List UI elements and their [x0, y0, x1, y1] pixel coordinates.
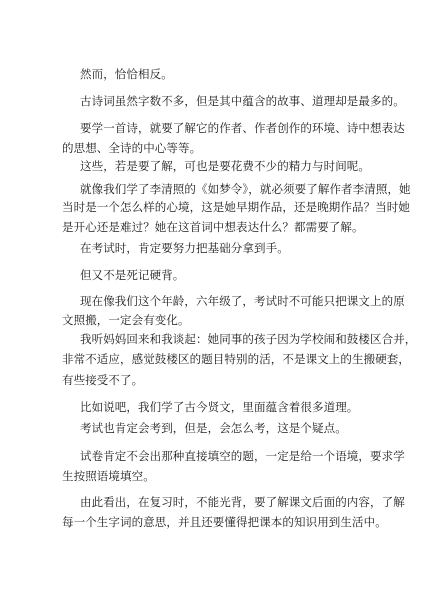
paragraph-line: 是开心还是难过？她在这首词中想表达什么？都需要了解。 — [62, 220, 364, 234]
paragraph-line: 试卷肯定不会出那种直接填空的题，一定是给一个语境，要求学 — [80, 449, 405, 463]
paragraph-line: 每一个生字词的意思，并且还要懂得把课本的知识用到生活中。 — [62, 515, 387, 529]
paragraph-line: 就像我们学了李清照的《如梦令》，就必须要了解作者李清照，她 — [80, 182, 411, 196]
paragraph-line: 现在像我们这个年龄，六年级了，考试时不可能只把课文上的原 — [80, 294, 405, 308]
paragraph-line: 比如说吧，我们学了古今贤文，里面蕴含着很多道理。 — [80, 400, 359, 414]
paragraph-line: 然而，恰恰相反。 — [80, 67, 173, 81]
paragraph-line: 考试也肯定会考到，但是，会怎么考，这是个疑点。 — [80, 421, 347, 435]
paragraph-line: 古诗词虽然字数不多，但是其中蕴含的故事、道理却是最多的。 — [80, 94, 405, 108]
paragraph-line: 在考试时，肯定要努力把基础分拿到手。 — [80, 241, 289, 255]
paragraph-line: 要学一首诗，就要了解它的作者、作者创作的环境、诗中想表达 — [80, 121, 405, 135]
paragraph-line: 但又不是死记硬背。 — [80, 268, 185, 282]
paragraph-line: 由此看出，在复习时，不能光背，要了解课文后面的内容，了解 — [80, 495, 405, 509]
paragraph-line: 当时是一个怎么样的心境，这是她早期作品，还是晚期作品？当时她 — [62, 200, 410, 214]
paragraph-line: 非常不适应，感觉鼓楼区的题目特别的活，不是课文上的生搬硬套， — [62, 352, 410, 366]
paragraph-line: 我听妈妈回来和我谈起：她同事的孩子因为学校闹和鼓楼区合并， — [80, 332, 417, 346]
paragraph-line: 有些接受不了。 — [62, 373, 144, 387]
paragraph-line: 生按照语境填空。 — [62, 469, 155, 483]
paragraph-line: 的思想、全诗的中心等等。 — [62, 141, 202, 155]
paragraph-line: 文照搬，一定会有变化。 — [62, 313, 190, 327]
paragraph-line: 这些，若是要了解，可也是要花费不少的精力与时间呢。 — [80, 159, 370, 173]
